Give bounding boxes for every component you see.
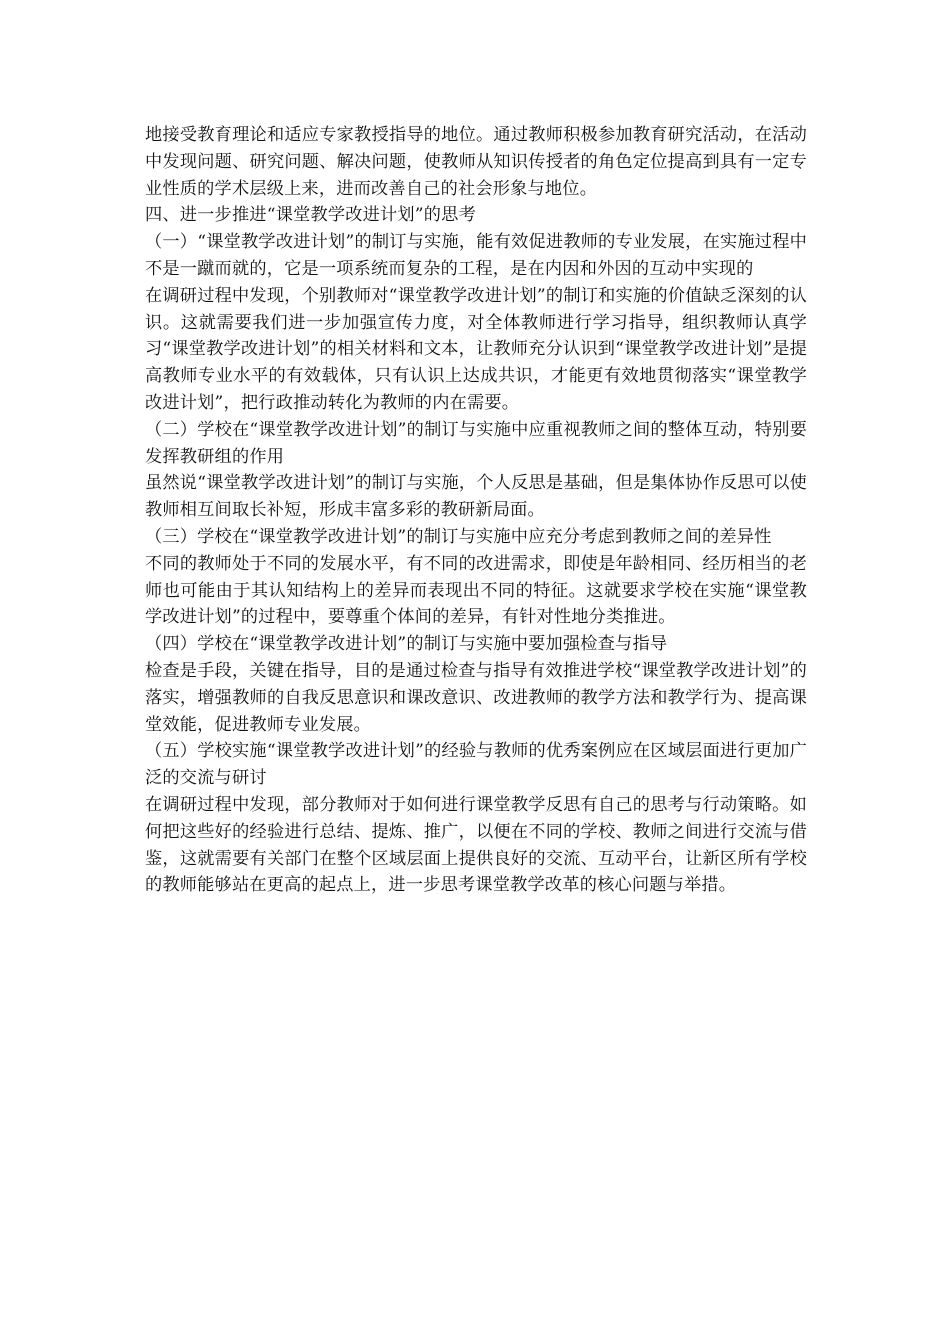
paragraph-3: 不同的教师处于不同的发展水平，有不同的改进需求，即使是年龄相同、经历相当的老师也可能由于其认知结构上的差异而表现出不同的特征。这就要求学校在实施“课堂教学改进计划”的过程中，要尊重个体间的差异，有针对性地分类推进。 <box>145 553 807 628</box>
document-body <box>145 122 807 899</box>
section-heading-4: 四、进一步推进“课堂教学改进计划”的思考 <box>145 205 476 226</box>
subheading-4: （四）学校在“课堂教学改进计划”的制订与实施中要加强检查与指导 <box>145 634 668 655</box>
paragraph-4: 检查是手段，关键在指导，目的是通过检查与指导有效推进学校“课堂教学改进计划”的落实，增强教师的自我反思意识和课改意识、改进教师的教学方法和教学行为、提高课堂效能，促进教师专业发展。 <box>145 660 807 735</box>
subheading-2: （二）学校在“课堂教学改进计划”的制订与实施中应重视教师之间的整体互动，特别要发挥教研组的作用 <box>145 419 807 467</box>
subheading-5: （五）学校实施“课堂教学改进计划”的经验与教师的优秀案例应在区域层面进行更加广泛的交流与研讨 <box>145 741 807 789</box>
paragraph-2: 虽然说“课堂教学改进计划”的制订与实施，个人反思是基础，但是集体协作反思可以使教师相互间取长补短，形成丰富多彩的教研新局面。 <box>145 473 807 521</box>
subheading-3: （三）学校在“课堂教学改进计划”的制订与实施中应充分考虑到教师之间的差异性 <box>145 526 772 547</box>
subheading-1: （一）“课堂教学改进计划”的制订与实施，能有效促进教师的专业发展，在实施过程中不是一蹴而就的，它是一项系统而复杂的工程，是在内因和外因的互动中实现的 <box>145 232 807 279</box>
paragraph-continuation: 地接受教育理论和适应专家教授指导的地位。通过教师积极参加教育研究活动，在活动中发现问题、研究问题、解决问题，使教师从知识传授者的角色定位提高到具有一定专业性质的学术层级上来，进而改善自己的社会形象与地位。 <box>145 125 807 199</box>
paragraph-5: 在调研过程中发现，部分教师对于如何进行课堂教学反思有自己的思考与行动策略。如何把这些好的经验进行总结、提炼、推广，以便在不同的学校、教师之间进行交流与借鉴，这就需要有关部门在整个区域层面上提供良好的交流、互动平台，让新区所有学校的教师能够站在更高的起点上，进一步思考课堂教学改革的核心问题与举措。 <box>145 794 807 896</box>
paragraph-1: 在调研过程中发现，个别教师对“课堂教学改进计划”的制订和实施的价值缺乏深刻的认识。这就需要我们进一步加强宣传力度，对全体教师进行学习指导，组织教师认真学习“课堂教学改进计划”的相关材料和文本，让教师充分认识到“课堂教学改进计划”是提高教师专业水平的有效载体，只有认识上达成共识，才能更有效地贯彻落实“课堂教学改进计划”，把行政推动转化为教师的内在需要。 <box>145 285 807 413</box>
